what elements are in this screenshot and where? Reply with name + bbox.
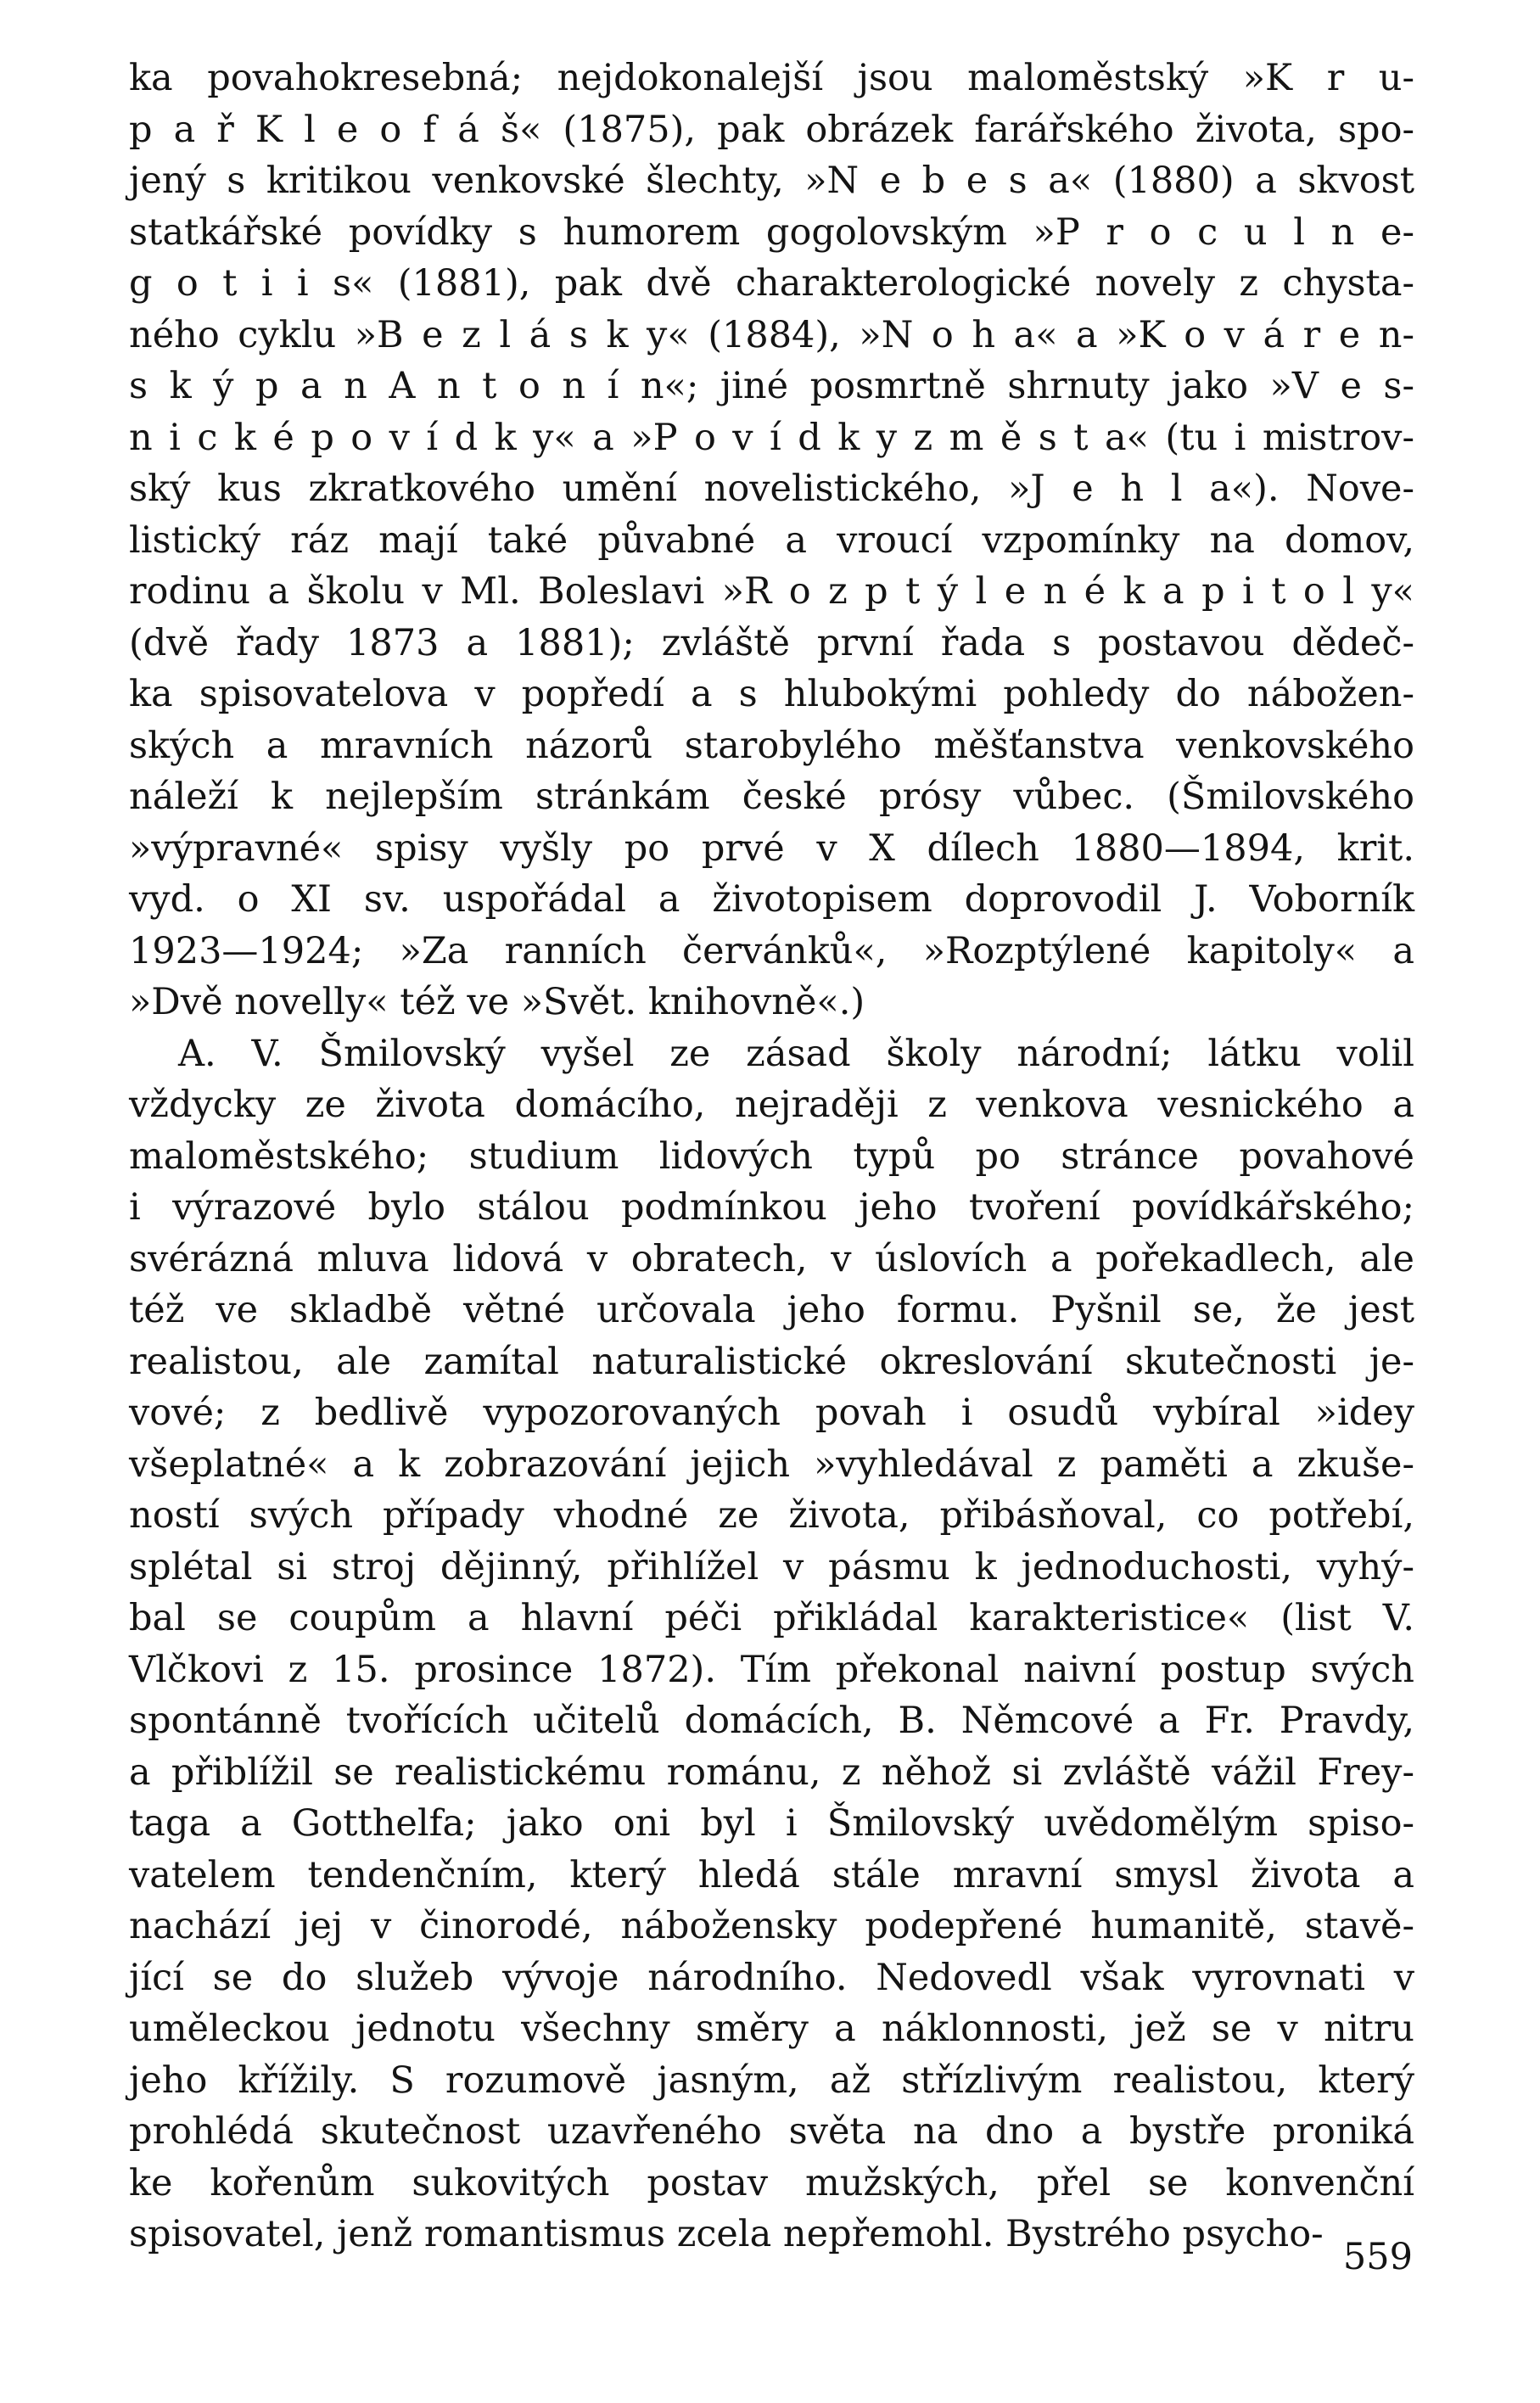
- text-line: a přiblížil se realistickému románu, z něhož si zvláště vážil Frey-: [129, 1750, 1414, 1794]
- text-line: listický ráz mají také půvabné a vroucí vzpomínky na domov,: [129, 518, 1414, 562]
- paragraph: [129, 1028, 1414, 2260]
- text-line: »Dvě novelly« též ve »Svět. knihovně«.): [129, 981, 865, 1023]
- text-line: jeho křížily. S rozumově jasným, až střízlivým realistou, který: [129, 2059, 1414, 2102]
- text-line: též ve skladbě větné určovala jeho formu. Pyšnil se, že jest: [129, 1289, 1414, 1331]
- text-line: vové; z bedlivě vypozorovaných povah i osudů vybíral »idey: [129, 1392, 1414, 1434]
- text-line: vždycky ze života domácího, nejraději z venkova vesnického a: [129, 1084, 1414, 1126]
- text-line: (dvě řady 1873 a 1881); zvláště první řada s postavou dědeč-: [129, 621, 1414, 664]
- text-line: s k ý p a n A n t o n í n«; jiné posmrtně shrnuty jako »V e s-: [129, 365, 1414, 407]
- text-line: taga a Gotthelfa; jako oni byl i Šmilovský uvědomělým spiso-: [129, 1802, 1414, 1845]
- text-line: A. V. Šmilovský vyšel ze zásad školy národní; látku volil: [178, 1032, 1414, 1075]
- text-line: ke kořenům sukovitých postav mužských, přel se konvenční: [129, 2161, 1414, 2204]
- text-line: vatelem tendenčním, který hledá stále mravní smysl života a: [129, 1853, 1414, 1896]
- text-line: realistou, ale zamítal naturalistické okreslování skutečnosti je-: [129, 1340, 1414, 1383]
- text-line: »výpravné« spisy vyšly po prvé v X dílech 1880—1894, krit.: [129, 826, 1414, 870]
- text-line: bal se coupům a hlavní péči přikládal karakteristice« (list V.: [129, 1597, 1414, 1639]
- text-line: rodinu a školu v Ml. Boleslavi »R o z p t ý l e n é k a p i t o l y«: [129, 570, 1414, 613]
- text-line: uměleckou jednotu všechny směry a náklonnosti, jež se v nitru: [129, 2008, 1414, 2050]
- text-line: 1923—1924; »Za ranních červánků«, »Rozptýlené kapitoly« a: [129, 929, 1414, 972]
- text-line: splétal si stroj dějinný, přihlížel v pásmu k jednoduchosti, vyhý-: [129, 1545, 1414, 1588]
- page-body: [129, 53, 1414, 2260]
- text-line: jený s kritikou venkovské šlechty, »N e b e s a« (1880) a skvost: [129, 160, 1414, 202]
- text-line: náleží k nejlepším stránkám české prósy vůbec. (Šmilovského: [129, 776, 1414, 818]
- text-line: g o t i i s« (1881), pak dvě charakterologické novely z chysta-: [129, 262, 1414, 305]
- text-line: jící se do služeb vývoje národního. Nedovedl však vyrovnati v: [129, 1956, 1414, 1999]
- paragraph: [129, 53, 1414, 1028]
- text-line: Vlčkovi z 15. prosince 1872). Tím překonal naivní postup svých: [129, 1648, 1414, 1691]
- text-line: nachází jej v činorodé, nábožensky podepřené humanitě, stavě-: [129, 1905, 1414, 1947]
- text-line: statkářské povídky s humorem gogolovským »P r o c u l n e-: [129, 210, 1414, 254]
- text-line: i výrazové bylo stálou podmínkou jeho tvoření povídkářského;: [129, 1186, 1414, 1229]
- text-line: n i c k é p o v í d k y« a »P o v í d k y z m ě s t a« (tu i mistrov-: [129, 416, 1414, 459]
- text-line: maloměstského; studium lidových typů po stránce povahové: [129, 1134, 1414, 1178]
- text-line: spontánně tvořících učitelů domácích, B. Němcové a Fr. Pravdy,: [129, 1700, 1414, 1742]
- text-line: prohlédá skutečnost uzavřeného světa na dno a bystře proniká: [129, 2110, 1414, 2153]
- text-line: všeplatné« a k zobrazování jejich »vyhledával z paměti a zkuše-: [129, 1442, 1414, 1486]
- text-line: spisovatel, jenž romantismus zcela nepřemohl. Bystrého psycho-: [129, 2213, 1324, 2255]
- text-line: ného cyklu »B e z l á s k y« (1884), »N o h a« a »K o v á r e n-: [129, 313, 1414, 356]
- text-line: vyd. o XI sv. uspořádal a životopisem doprovodil J. Voborník: [129, 878, 1414, 921]
- text-line: ka spisovatelova v popředí a s hlubokými pohledy do nábožen-: [129, 673, 1414, 715]
- text-line: ka povahokresebná; nejdokonalejší jsou maloměstský »K r u-: [129, 57, 1414, 99]
- text-line: svérázná mluva lidová v obratech, v úslovích a pořekadlech, ale: [129, 1237, 1414, 1280]
- text-line: ských a mravních názorů starobylého měšťanstva venkovského: [129, 724, 1414, 767]
- text-line: ský kus zkratkového umění novelistického, »J e h l a«). Nove-: [129, 468, 1414, 510]
- text-line: p a ř K l e o f á š« (1875), pak obrázek farářského života, spo-: [129, 108, 1414, 151]
- page-number: 559: [1342, 2236, 1413, 2278]
- text-line: ností svých případy vhodné ze života, přibásňoval, co potřebí,: [129, 1494, 1414, 1537]
